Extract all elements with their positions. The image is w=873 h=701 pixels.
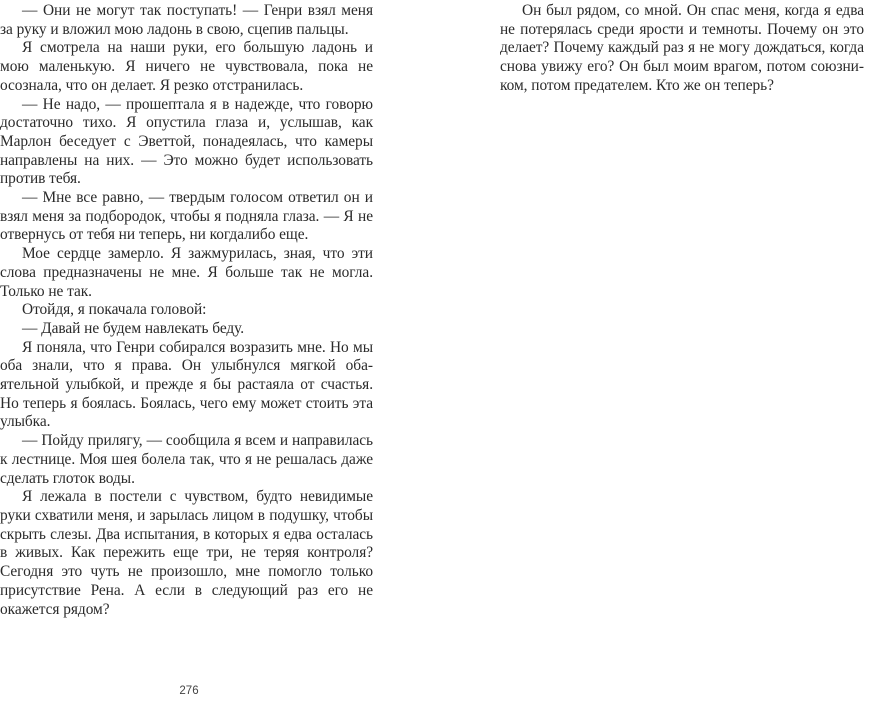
paragraph: Я лежала в постели с чувством, будто невидимые руки схватили меня, и зарылась лицом в подушку, чтобы скрыть слезы. Два испытания, в которых я едва осталась в живых. Как пережить еще три, не теряя контроля? Сегодня это чуть не произошло, мне помогло только присутствие Рена. А если в следующий раз его не окажется рядом? <box>0 488 373 618</box>
paragraph: — Не надо, — прошептала я в надежде, что говорю достаточно тихо. Я опустила глаза и, услышав, как Марлон беседует с Эветтой, понадеялась, что камеры направлены на них. — Это можно будет использовать против тебя. <box>0 95 373 188</box>
paragraph: Он был рядом, со мной. Он спас меня, когда я едва не потерялась среди ярости и темноты. Почему он это делает? Почему каждый раз я не могу дождаться, когда снова увижу его? Он был моим врагом, потом союзником, потом предателем. Кто же он теперь? <box>500 2 864 94</box>
right-page <box>500 0 873 701</box>
paragraph: Я смотрела на наши руки, его большую ладонь и мою маленькую. Я ничего не чувствовала, пока не осознала, что он делает. Я резко отстранилась. <box>0 39 373 94</box>
paragraph: Я поняла, что Генри собирался возразить мне. Но мы оба знали, что я права. Он улыбнулся мягкой обаятельной улыбкой, и прежде я бы растаяла от счастья. Но теперь я боялась. Боялась, чего ему может стоить эта улыбка. <box>0 338 373 431</box>
paragraph: — Мне все равно, — твердым голосом ответил он и взял меня за подбородок, чтобы я подняла глаза. — Я не отвернусь от тебя ни теперь, ни когдалибо еще. <box>0 189 373 244</box>
right-page-text <box>500 2 864 96</box>
paragraph: Отойдя, я покачала головой: <box>22 301 207 319</box>
paragraph: — Пойду прилягу, — сообщила я всем и направилась к лестнице. Моя шея болела так, что я не решалась даже сделать глоток воды. <box>0 432 373 487</box>
paragraph: Мое сердце замерло. Я зажмурилась, зная, что эти слова предназначены не мне. Я больше так не могла. Только не так. <box>0 245 373 300</box>
left-page <box>0 0 420 701</box>
paragraph: — Давай не будем навлекать беду. <box>22 319 245 337</box>
paragraph: — Они не могут так поступать! — Генри взял меня за руку и вложил мою ладонь в свою, сцепив пальцы. <box>0 2 373 38</box>
page-number: 276 <box>179 685 199 697</box>
left-page-text <box>0 2 373 619</box>
